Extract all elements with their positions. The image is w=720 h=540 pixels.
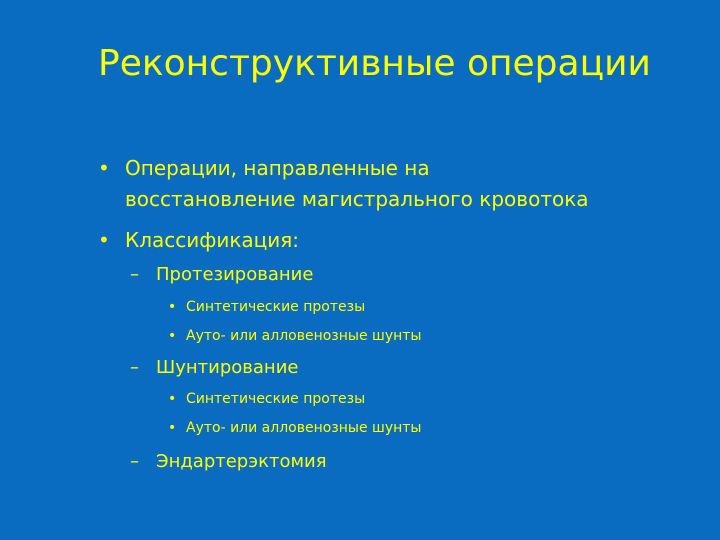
- bullet-text-continuation: восстановление магистрального кровотока: [125, 187, 589, 211]
- sub-bullet-marker: –: [130, 357, 139, 378]
- sub-bullet-marker: –: [130, 264, 139, 285]
- bullet-marker: •: [98, 228, 110, 252]
- sub-sub-bullet-text: Синтетические протезы: [186, 299, 366, 315]
- sub-sub-bullet-text: Ауто- или алловенозные шунты: [186, 328, 422, 344]
- sub-bullet-text: Шунтирование: [156, 357, 299, 378]
- sub-bullet-text: Протезирование: [156, 264, 314, 285]
- sub-sub-bullet-marker: •: [168, 420, 177, 436]
- bullet-text: Классификация:: [125, 228, 300, 252]
- sub-sub-bullet-text: Синтетические протезы: [186, 391, 366, 407]
- bullet-text: Операции, направленные на: [125, 156, 430, 180]
- sub-bullet-text: Эндартерэктомия: [156, 451, 327, 472]
- sub-bullet-marker: –: [130, 451, 139, 472]
- sub-sub-bullet-text: Ауто- или алловенозные шунты: [186, 420, 422, 436]
- sub-sub-bullet-marker: •: [168, 328, 177, 344]
- sub-sub-bullet-marker: •: [168, 391, 177, 407]
- sub-sub-bullet-marker: •: [168, 299, 177, 315]
- bullet-marker: •: [98, 156, 110, 180]
- slide-title: Реконструктивные операции: [98, 43, 651, 84]
